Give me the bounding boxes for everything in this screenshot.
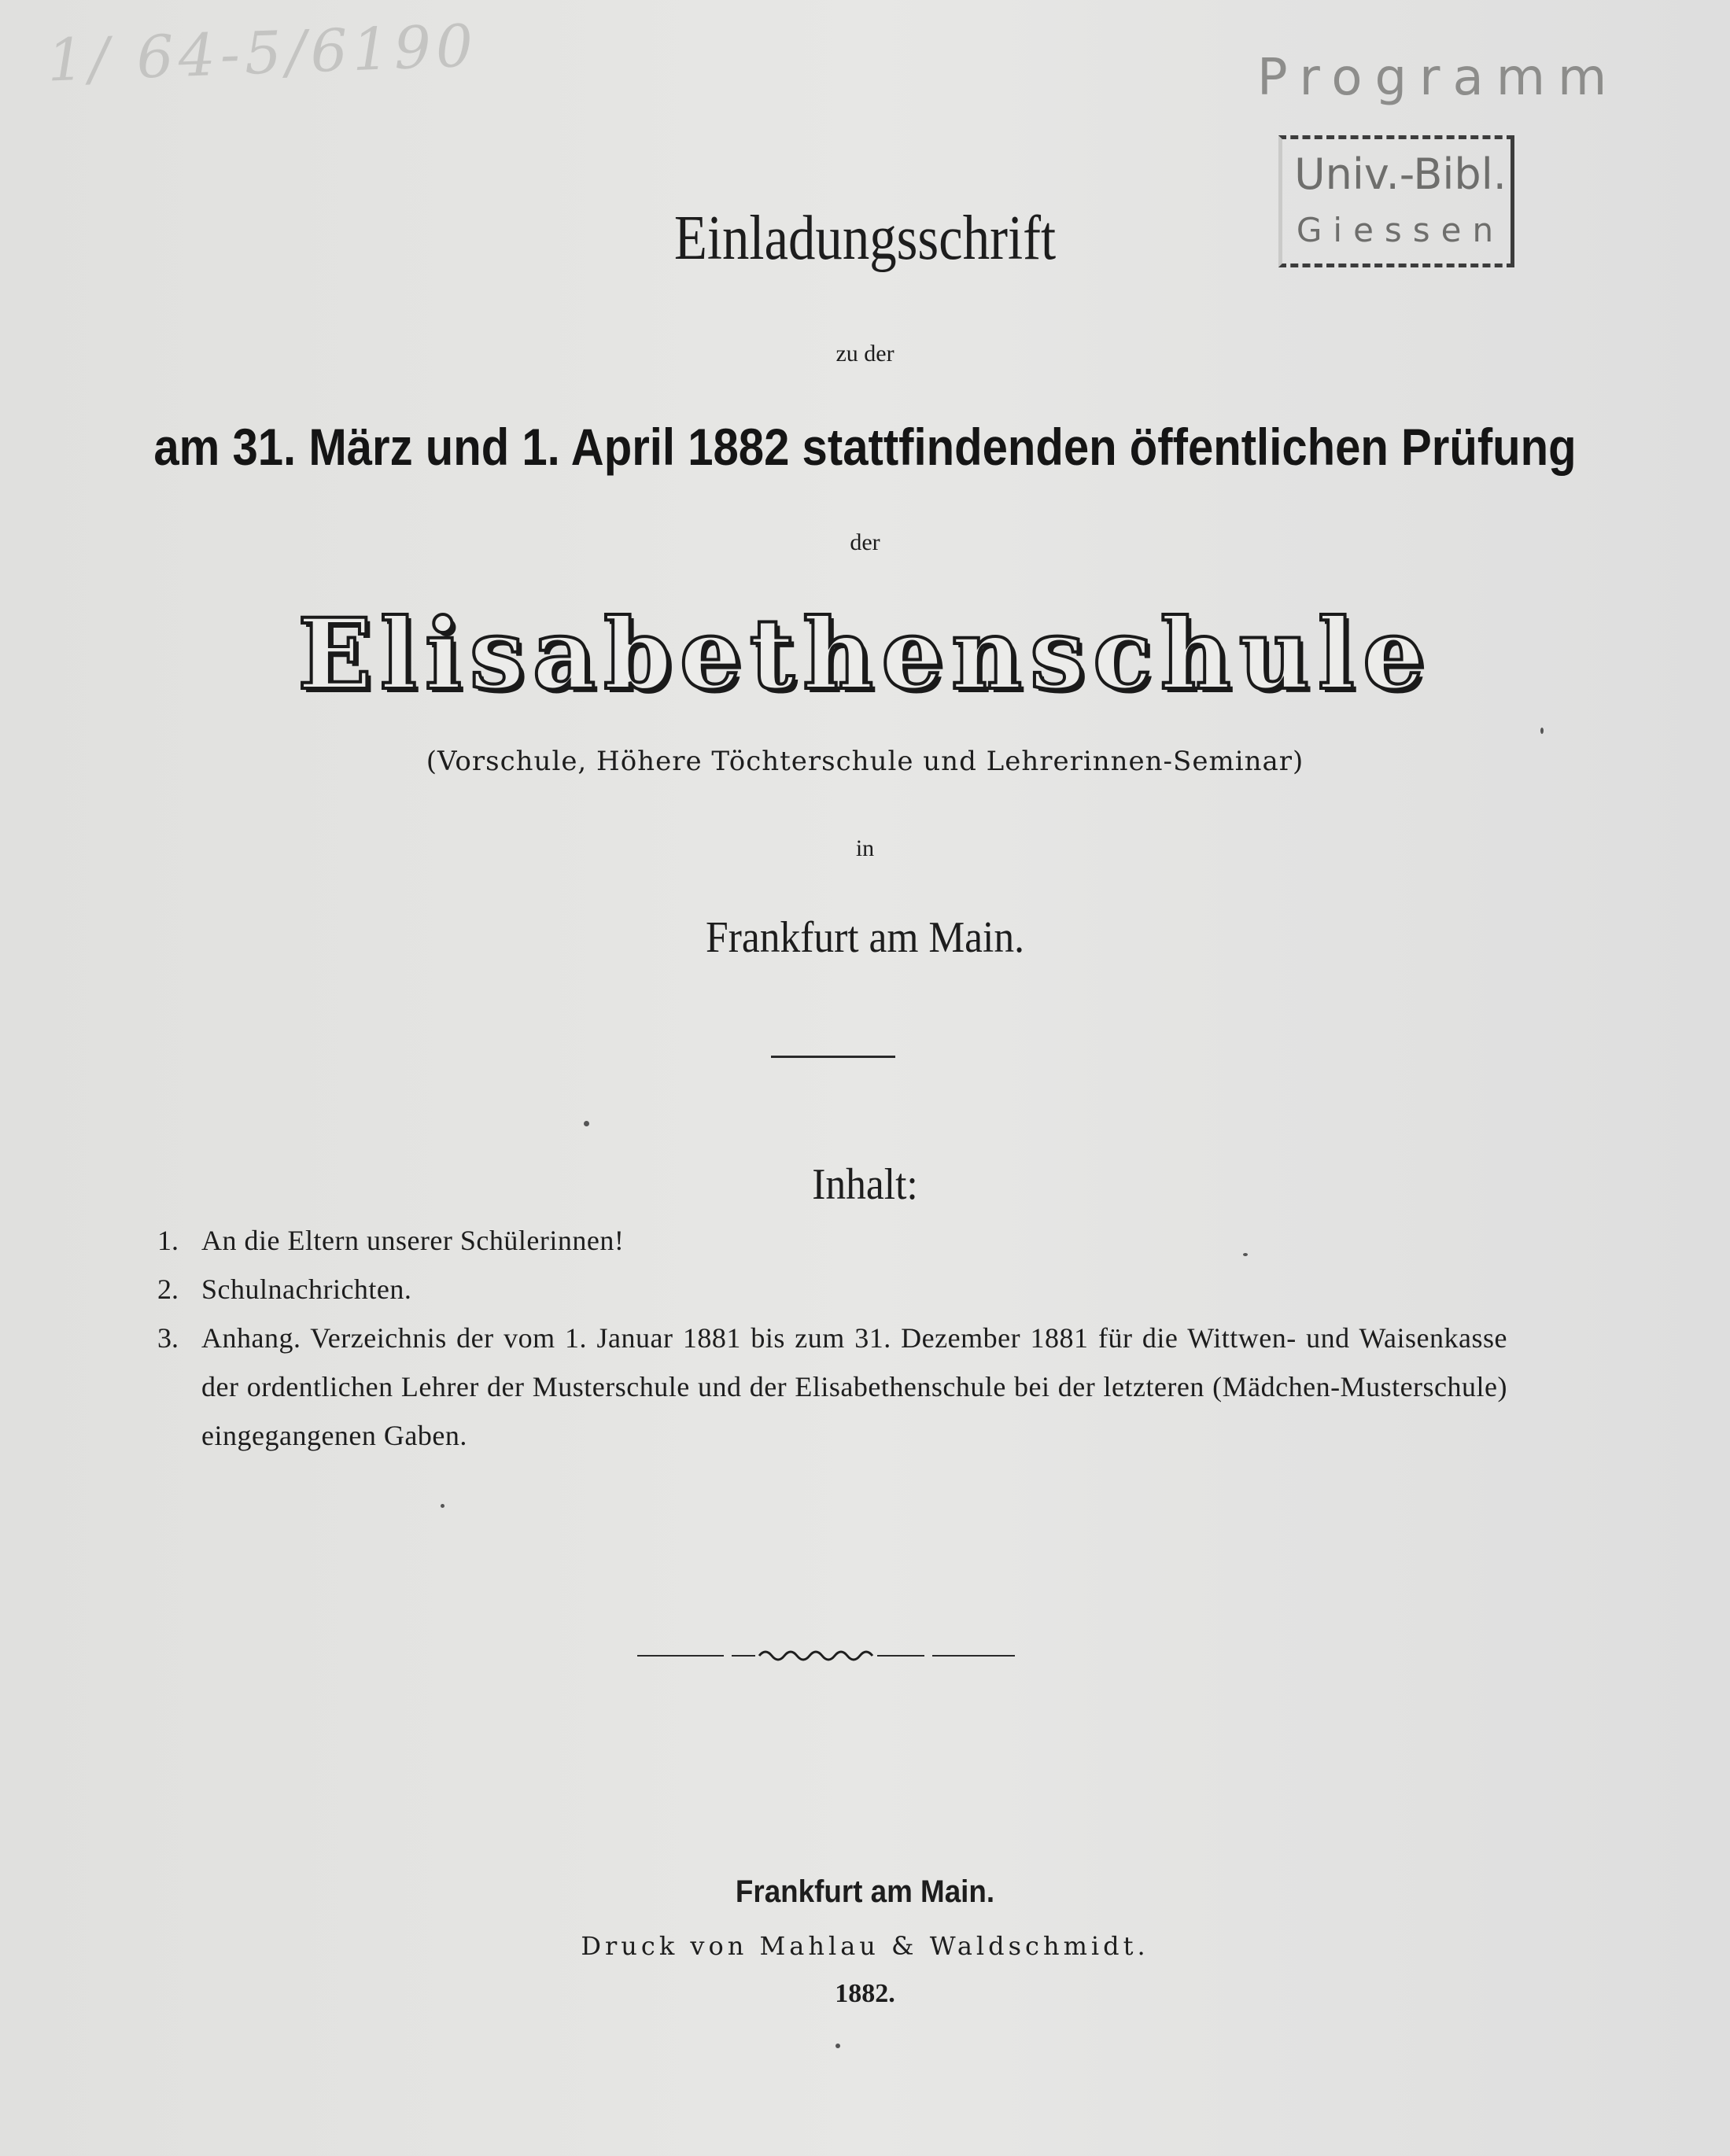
ornament-divider xyxy=(637,1644,1015,1668)
title-zu-der: zu der xyxy=(835,341,895,367)
scan-speck xyxy=(1243,1253,1248,1256)
stamp-programm: Programm xyxy=(1257,49,1620,107)
handwritten-shelfmark: 1/ 64-5/6190 xyxy=(46,12,479,95)
library-stamp-line1: Univ.-Bibl. xyxy=(1294,149,1507,199)
exam-date-line: am 31. März und 1. April 1882 stattfindenden öffentlichen Prüfung xyxy=(153,418,1577,476)
scan-speck xyxy=(441,1504,444,1508)
title-in: in xyxy=(855,835,875,861)
scan-speck xyxy=(1540,728,1544,734)
contents-item-text: Schulnachrichten. xyxy=(201,1273,412,1305)
title-heading: Einladungsschrift xyxy=(673,204,1057,273)
contents-heading: Inhalt: xyxy=(812,1160,918,1209)
library-stamp-line2: Giessen xyxy=(1296,211,1505,249)
contents-item-text: An die Eltern unserer Schülerinnen! xyxy=(201,1225,625,1256)
school-name: Elisabethenschule xyxy=(297,598,1433,712)
imprint-city: Frankfurt am Main. xyxy=(735,1874,995,1909)
contents-item-number: 1. xyxy=(157,1225,179,1256)
contents-item-number: 2. xyxy=(157,1273,179,1305)
school-subtitle: (Vorschule, Höhere Töchterschule und Lehrerinnen-Seminar) xyxy=(426,746,1304,777)
scan-speck xyxy=(584,1121,589,1126)
imprint-year: 1882. xyxy=(835,1979,895,2008)
separator-rule xyxy=(771,1056,895,1058)
scan-speck xyxy=(835,2044,840,2048)
title-city: Frankfurt am Main. xyxy=(706,913,1024,962)
title-der: der xyxy=(850,529,880,555)
contents-item-number: 3. xyxy=(157,1322,179,1354)
contents-item-text: Anhang. Verzeichnis der vom 1. Januar 1881 bis zum 31. Dezember 1881 für die Wittwen- und Waisenkasse der ordentlichen Lehrer der Musterschule und der Elisabethenschule bei der letzteren (Mädchen-Musterschule) eingegangenen Gaben. xyxy=(201,1322,1507,1451)
imprint-printer: Druck von Mahlau & Waldschmidt. xyxy=(581,1931,1149,1961)
